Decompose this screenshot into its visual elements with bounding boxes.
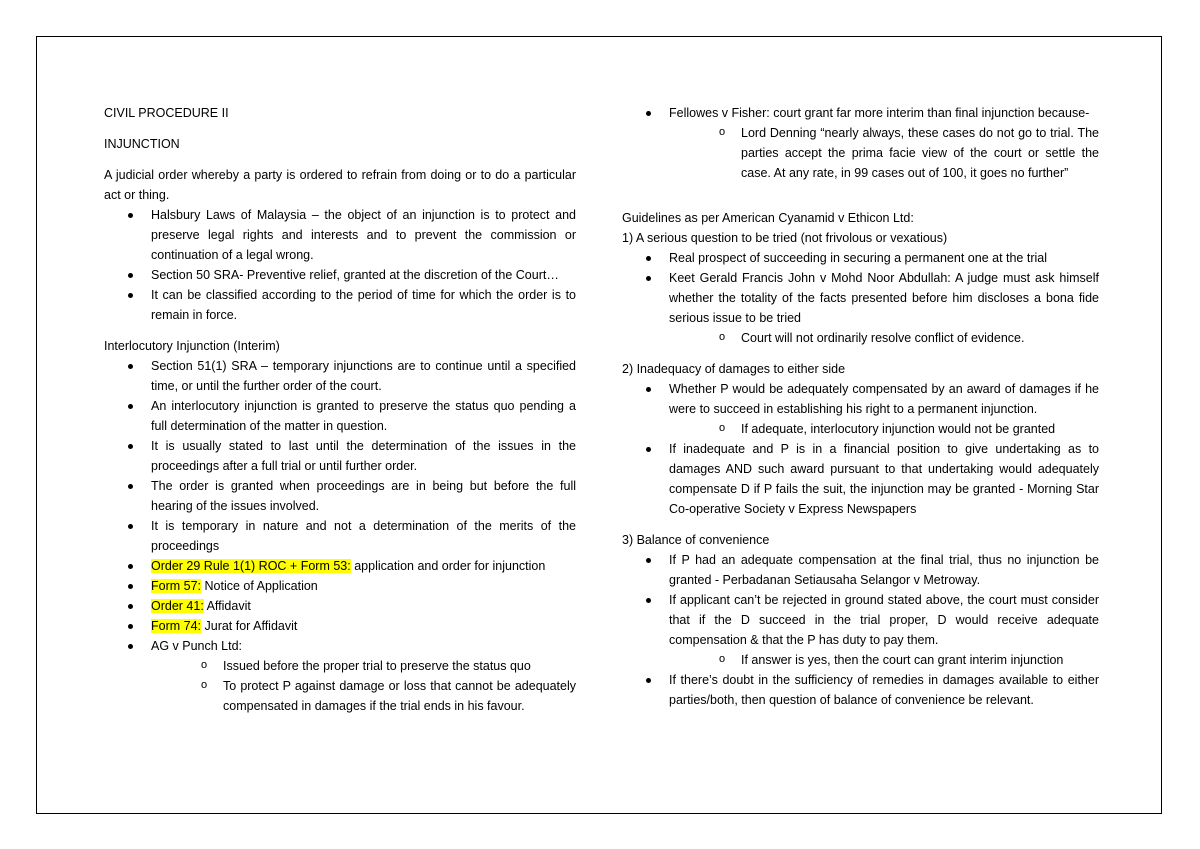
highlight-text: Order 29 Rule 1(1) ROC + Form 53:	[151, 559, 351, 573]
highlight-text: Form 57:	[151, 579, 202, 593]
list-item-text: If applicant can’t be rejected in ground stated above, the court must consider that if the D succeed in the trial proper, D would receive adequate compensation & that the P has duty to pay them.	[669, 593, 1099, 647]
list-item	[622, 379, 1099, 439]
form-item	[104, 576, 576, 596]
guideline-2-list	[622, 379, 1099, 519]
list-item: It is usually stated to last until the determination of the issues in the proceedings after a full trial or until further order.	[104, 436, 576, 476]
list-item: It is temporary in nature and not a determination of the merits of the proceedings	[104, 516, 576, 556]
form-description: application and order for injunction	[350, 559, 546, 573]
sub-list	[669, 650, 1099, 670]
list-item	[622, 590, 1099, 670]
case-sublist	[669, 123, 1099, 183]
form-item	[104, 616, 576, 636]
guideline-1-heading: 1) A serious question to be tried (not frivolous or vexatious)	[622, 231, 948, 245]
sub-item: o Court will not ordinarily resolve conflict of evidence.	[669, 328, 1099, 348]
guideline-1-list	[622, 248, 1099, 348]
case-sublist	[151, 656, 576, 716]
definition-paragraph: A judicial order whereby a party is ordered to refrain from doing or to do a particular act or thing.	[104, 168, 576, 202]
sub-item: o Issued before the proper trial to preserve the status quo	[151, 656, 576, 676]
guideline-2-heading: 2) Inadequacy of damages to either side	[622, 362, 846, 376]
interlocutory-heading: Interlocutory Injunction (Interim)	[104, 339, 280, 353]
list-item-text: Whether P would be adequately compensated by an award of damages if he were to succeed in establishing his right to a permanent injunction.	[669, 382, 1099, 416]
interlocutory-list	[104, 356, 576, 716]
case-text: Fellowes v Fisher: court grant far more interim than final injunction because-	[669, 106, 1090, 120]
guidelines-heading: Guidelines as per American Cyanamid v Ethicon Ltd:	[622, 211, 914, 225]
form-description: Jurat for Affidavit	[201, 619, 298, 633]
form-item	[104, 556, 576, 576]
case-name: AG v Punch Ltd:	[151, 639, 243, 653]
document-subtitle: INJUNCTION	[104, 137, 180, 151]
list-item: It can be classified according to the period of time for which the order is to remain in force.	[104, 285, 576, 325]
document-title: CIVIL PROCEDURE II	[104, 106, 229, 120]
list-item: If inadequate and P is in a financial position to give undertaking as to damages AND such award pursuant to that undertaking would adequately compensate D if P fails the suit, the injunction may be granted - Morning Star Co-operative Society v Express Newspapers	[622, 439, 1099, 519]
list-item: Real prospect of succeeding in securing a permanent one at the trial	[622, 248, 1099, 268]
right-column	[622, 103, 1099, 710]
sub-list	[669, 419, 1099, 439]
definition-list	[104, 205, 576, 325]
guideline-3-heading: 3) Balance of convenience	[622, 533, 770, 547]
highlight-text: Form 74:	[151, 619, 202, 633]
list-item	[622, 268, 1099, 348]
list-item-text: Keet Gerald Francis John v Mohd Noor Abdullah: A judge must ask himself whether the totality of the facts presented before him discloses a bona fide serious issue to be tried	[669, 271, 1099, 325]
form-description: Notice of Application	[201, 579, 318, 593]
sub-list	[669, 328, 1099, 348]
list-item: An interlocutory injunction is granted to preserve the status quo pending a full determination of the matter in question.	[104, 396, 576, 436]
list-item: Section 51(1) SRA – temporary injunctions are to continue until a specified time, or until the further order of the court.	[104, 356, 576, 396]
sub-item: o If answer is yes, then the court can grant interim injunction	[669, 650, 1099, 670]
sub-item: o If adequate, interlocutory injunction would not be granted	[669, 419, 1099, 439]
list-item: If P had an adequate compensation at the final trial, thus no injunction be granted - Perbadanan Setiausaha Selangor v Metroway.	[622, 550, 1099, 590]
case-item	[104, 636, 576, 716]
list-item: If there’s doubt in the sufficiency of remedies in damages available to either parties/both, then question of balance of convenience be relevant.	[622, 670, 1099, 710]
guideline-3-list	[622, 550, 1099, 710]
list-item: The order is granted when proceedings are in being but before the full hearing of the issues involved.	[104, 476, 576, 516]
list-item: Halsbury Laws of Malaysia – the object of an injunction is to protect and preserve legal rights and interests and to prevent the commission or continuation of a legal wrong.	[104, 205, 576, 265]
form-description: Affidavit	[203, 599, 251, 613]
sub-item: o To protect P against damage or loss that cannot be adequately compensated in damages if the trial ends in his favour.	[151, 676, 576, 716]
list-item: Section 50 SRA- Preventive relief, granted at the discretion of the Court…	[104, 265, 576, 285]
highlight-text: Order 41:	[151, 599, 204, 613]
form-item	[104, 596, 576, 616]
sub-item: o Lord Denning “nearly always, these cases do not go to trial. The parties accept the prima facie view of the court or settle the case. At any rate, in 99 cases out of 100, it goes no further”	[669, 123, 1099, 183]
fellowes-list	[622, 103, 1099, 183]
left-column	[104, 103, 576, 716]
case-item	[622, 103, 1099, 183]
